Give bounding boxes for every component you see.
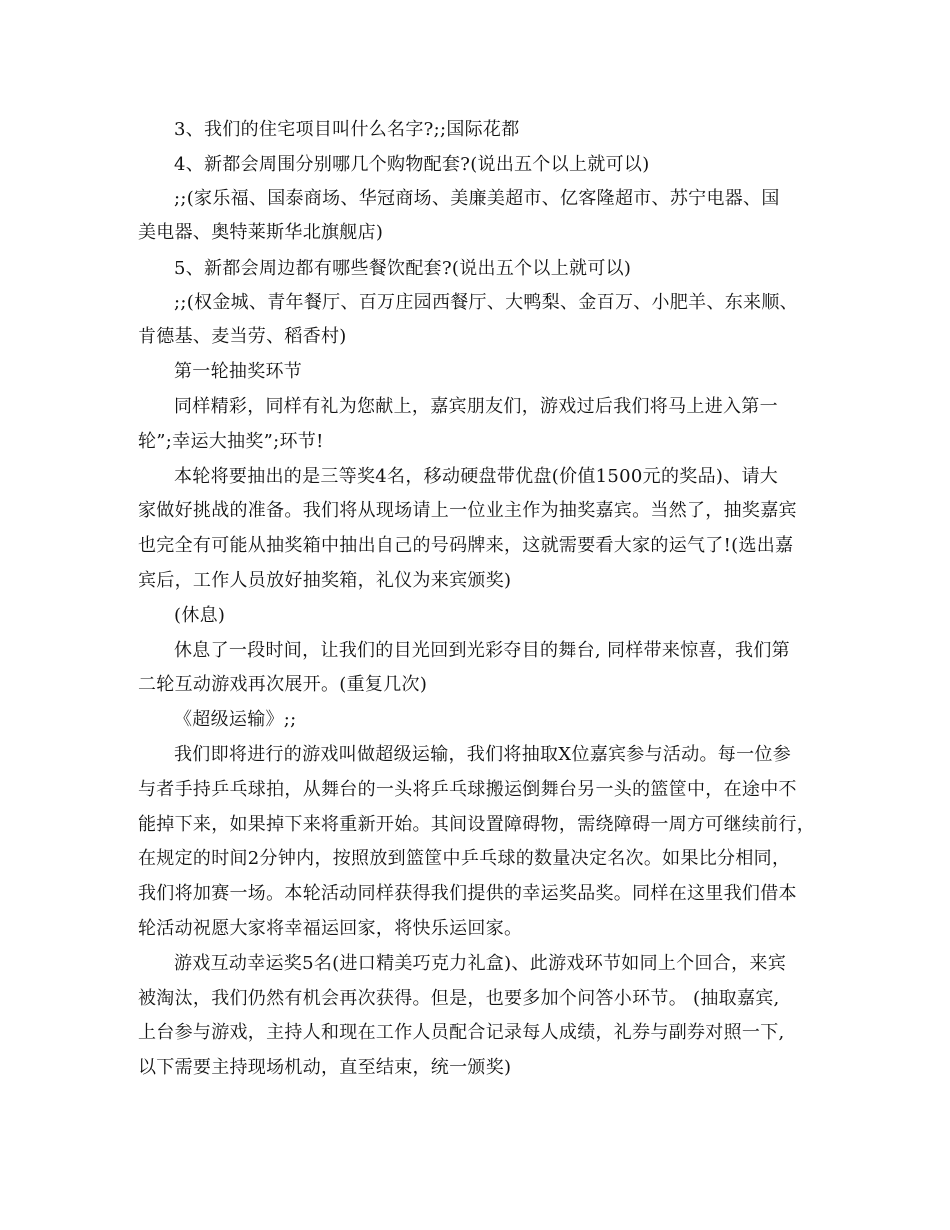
text-line: 我们即将进行的游戏叫做超级运输，我们将抽取X位嘉宾参与活动。每一位参 — [174, 744, 792, 765]
text-line: 本轮将要抽出的是三等奖4名，移动硬盘带优盘(价值1500元的奖品)、请大 — [174, 466, 779, 487]
text-line: 肯德基、麦当劳、稻香村) — [138, 326, 347, 347]
text-line: 休息了一段时间，让我们的目光回到光彩夺目的舞台, 同样带来惊喜，我们第 — [174, 640, 790, 661]
text-line: (休息) — [174, 605, 226, 626]
text-line: 宾后，工作人员放好抽奖箱，礼仪为来宾颁奖) — [138, 570, 512, 591]
text-line: 二轮互动游戏再次展开。(重复几次) — [138, 674, 428, 695]
section-heading: 第一轮抽奖环节 — [174, 361, 303, 382]
text-line: 游戏互动幸运奖5名(进口精美巧克力礼盒)、此游戏环节如同上个回合，来宾 — [174, 953, 786, 974]
text-line: 我们将加赛一场。本轮活动同样获得我们提供的幸运奖品奖。同样在这里我们借本 — [138, 883, 797, 904]
text-line: 轮”;幸运大抽奖”;环节! — [138, 431, 324, 452]
section-heading: 《超级运输》;; — [174, 709, 297, 730]
text-line: ;;(权金城、青年餐厅、百万庄园西餐厅、大鸭梨、金百万、小肥羊、东来顺、 — [174, 292, 798, 313]
text-line: 能掉下来，如果掉下来将重新开始。其间设置障碍物，需绕障碍一周方可继续前行， — [138, 814, 816, 835]
text-line: 与者手持乒乓球拍，从舞台的一头将乒乓球搬运倒舞台另一头的篮筐中，在途中不 — [138, 779, 797, 800]
text-line: 在规定的时间2分钟内，按照放到篮筐中乒乓球的数量决定名次。如果比分相同， — [138, 848, 791, 869]
text-line: 也完全有可能从抽奖箱中抽出自己的号码牌来，这就需要看大家的运气了!(选出嘉 — [138, 535, 794, 556]
text-line: 美电器、奥特莱斯华北旗舰店) — [138, 222, 384, 243]
text-line: 轮活动祝愿大家将幸福运回家，将快乐运回家。 — [138, 918, 523, 939]
text-line: 4、新都会周围分别哪几个购物配套?(说出五个以上就可以) — [174, 154, 650, 175]
text-line: 被淘汰，我们仍然有机会再次获得。但是，也要多加个问答小环节。 (抽取嘉宾, — [138, 988, 780, 1009]
text-line: 以下需要主持现场机动，直至结束，统一颁奖) — [138, 1057, 512, 1078]
text-line: 上台参与游戏，主持人和现在工作人员配合记录每人成绩，礼券与副券对照一下, — [138, 1022, 785, 1043]
text-line: ;;(家乐福、国泰商场、华冠商场、美廉美超市、亿客隆超市、苏宁电器、国 — [174, 188, 780, 209]
text-line: 3、我们的住宅项目叫什么名字?;;国际花都 — [174, 119, 520, 140]
text-line: 5、新都会周边都有哪些餐饮配套?(说出五个以上就可以) — [174, 258, 632, 279]
text-line: 同样精彩，同样有礼为您献上，嘉宾朋友们，游戏过后我们将马上进入第一 — [174, 396, 778, 417]
text-line: 家做好挑战的准备。我们将从现场请上一位业主作为抽奖嘉宾。当然了，抽奖嘉宾 — [138, 500, 797, 521]
